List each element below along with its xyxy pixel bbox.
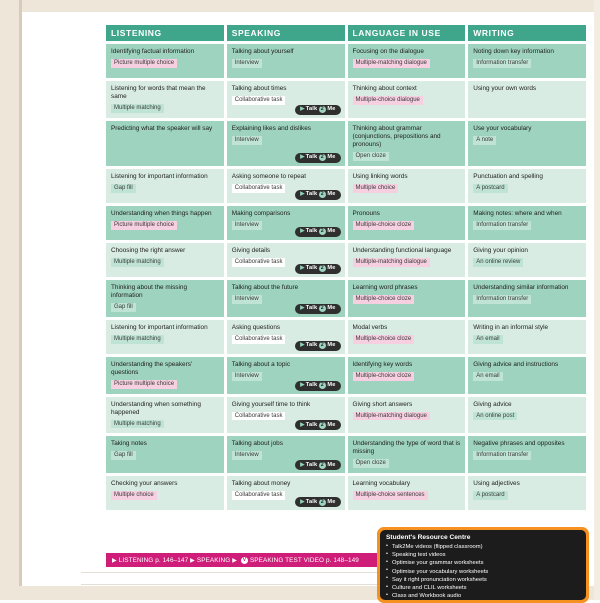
table-cell xyxy=(468,169,586,203)
table-row xyxy=(106,397,586,434)
table-cell xyxy=(468,44,586,78)
talk2me-suffix: Me xyxy=(327,461,336,468)
cell-tag: Multiple matching xyxy=(111,258,164,267)
resource-centre-title: Student's Resource Centre xyxy=(386,534,471,541)
cell-tag: Interview xyxy=(232,451,262,460)
cell-tag: Interview xyxy=(232,59,262,68)
cell-title: Negative phrases and opposites xyxy=(473,440,565,448)
cell-tag: Multiple matching xyxy=(111,104,164,113)
cell-title: Thinking about grammar (conjunctions, prepositions and pronouns) xyxy=(352,124,441,148)
table-cell xyxy=(348,320,466,354)
table-cell xyxy=(227,280,345,317)
table-cell xyxy=(106,397,224,434)
cell-title: Identifying factual information xyxy=(111,48,195,55)
cell-tag: Multiple-choice dialogue xyxy=(353,96,423,105)
column-header-writing: WRITING xyxy=(468,25,586,41)
table-cell xyxy=(348,44,466,78)
cell-tag: Multiple matching xyxy=(111,420,164,429)
resource-list-item: • Culture and CLIL worksheets xyxy=(386,584,580,592)
cell-title: Understanding when things happen xyxy=(111,209,212,217)
syllabus-table xyxy=(103,22,589,513)
play-icon: ▶ xyxy=(300,154,305,161)
cell-title: Modal verbs xyxy=(352,323,388,331)
table-cell xyxy=(106,206,224,240)
resource-list-item: • Speaking test videos xyxy=(386,551,580,559)
table-row xyxy=(106,320,586,354)
talk2me-label: Talk xyxy=(305,228,318,235)
cell-title: Making notes: where and when xyxy=(473,209,562,217)
cell-tag: Multiple-choice cloze xyxy=(353,295,415,304)
table-row xyxy=(106,121,586,166)
cell-title: Understanding similar information xyxy=(473,283,569,291)
cell-tag: An email xyxy=(473,335,502,344)
cell-title: Giving details xyxy=(231,246,271,254)
resource-list-item: • Talk2Me videos (flipped classroom) xyxy=(386,543,580,551)
table-cell xyxy=(348,397,466,434)
table-cell xyxy=(106,357,224,394)
talk2me-badge[interactable] xyxy=(295,341,340,351)
cell-title: Choosing the right answer xyxy=(111,246,186,254)
cell-tag: An online post xyxy=(473,412,517,421)
cell-tag: An online review xyxy=(473,258,523,267)
talk2me-number: 2 xyxy=(319,106,326,113)
cell-tag: Collaborative task xyxy=(232,491,286,500)
cell-tag: Multiple-choice cloze xyxy=(353,335,415,344)
table-cell xyxy=(468,476,586,510)
talk2me-number: 2 xyxy=(319,422,326,429)
talk2me-suffix: Me xyxy=(327,191,336,198)
cell-title: Talking about money xyxy=(231,480,291,488)
table-cell xyxy=(106,280,224,317)
table-cell xyxy=(348,476,466,510)
table-cell xyxy=(468,436,586,473)
play-icon: ▶ xyxy=(300,421,305,428)
table-row xyxy=(106,81,586,118)
cell-title: Asking someone to repeat xyxy=(231,172,306,180)
talk2me-number: 2 xyxy=(319,342,326,349)
table-cell xyxy=(348,436,466,473)
table-cell xyxy=(468,280,586,317)
table-cell xyxy=(348,280,466,317)
cell-tag: Multiple-choice sentences xyxy=(353,491,428,500)
content-sheet xyxy=(25,12,594,600)
cell-tag: Collaborative task xyxy=(232,96,286,105)
cell-tag: Collaborative task xyxy=(232,258,286,267)
resource-centre-inner xyxy=(380,530,586,600)
triangle-icon-2: ▶ xyxy=(190,557,195,564)
play-icon: ▶ xyxy=(300,461,305,468)
resource-list-item: • Optimise your grammar worksheets xyxy=(386,559,580,567)
talk2me-number: 2 xyxy=(319,228,326,235)
table-cell xyxy=(106,81,224,118)
talk2me-badge[interactable] xyxy=(295,420,340,430)
table-cell xyxy=(227,81,345,118)
talk2me-suffix: Me xyxy=(327,265,336,272)
cell-tag: Multiple-matching dialogue xyxy=(353,258,430,267)
cell-tag: Multiple matching xyxy=(111,335,164,344)
talk2me-badge[interactable] xyxy=(295,304,340,314)
column-header-listening: LISTENING xyxy=(106,25,224,41)
table-body xyxy=(106,44,586,510)
cell-title: Checking your answers xyxy=(111,480,178,488)
resource-centre-card xyxy=(377,527,589,603)
cell-title: Giving advice xyxy=(473,400,512,408)
cell-tag: Gap fill xyxy=(111,451,136,460)
talk2me-suffix: Me xyxy=(327,228,336,235)
table-row xyxy=(106,280,586,317)
cell-tag: Multiple-matching dialogue xyxy=(353,59,430,68)
cell-tag: Information transfer xyxy=(473,295,531,304)
table-cell xyxy=(227,320,345,354)
cell-title: Listening for important information xyxy=(111,323,208,331)
column-header-language-in-use: LANGUAGE IN USE xyxy=(348,25,466,41)
talk2me-number: 2 xyxy=(319,382,326,389)
cell-title: Using adjectives xyxy=(473,480,520,488)
talk2me-suffix: Me xyxy=(327,154,336,161)
cell-title: Listening for words that mean the same xyxy=(111,85,206,100)
table-row xyxy=(106,44,586,78)
talk2me-label: Talk xyxy=(305,461,318,468)
table-cell xyxy=(106,476,224,510)
cell-tag: Multiple choice xyxy=(353,184,399,193)
talk2me-badge[interactable] xyxy=(295,227,340,237)
cell-title: Noting down key information xyxy=(473,48,554,55)
table-cell xyxy=(106,44,224,78)
table-cell xyxy=(106,121,224,166)
talk2me-suffix: Me xyxy=(327,382,336,389)
cell-tag: Interview xyxy=(232,221,262,230)
talk2me-number: 2 xyxy=(319,265,326,272)
talk2me-number: 2 xyxy=(319,191,326,198)
talk2me-suffix: Me xyxy=(327,342,336,349)
table-cell xyxy=(348,169,466,203)
talk2me-label: Talk xyxy=(305,342,318,349)
cell-title: Talking about the future xyxy=(231,283,299,291)
cell-title: Understanding functional language xyxy=(352,246,452,254)
cell-title: Focusing on the dialogue xyxy=(352,48,424,55)
cell-title: Thinking about the missing information xyxy=(111,283,188,299)
table-row xyxy=(106,206,586,240)
talk2me-number: 2 xyxy=(319,462,326,469)
cell-tag: Picture multiple choice xyxy=(111,221,177,230)
footer-speaking-label: SPEAKING xyxy=(196,556,231,564)
cell-tag: Multiple-matching dialogue xyxy=(353,412,430,421)
table-cell xyxy=(227,357,345,394)
resource-list-item: • Say it right pronunciation worksheets xyxy=(386,576,580,584)
cell-tag: Gap fill xyxy=(111,184,136,193)
play-icon: ▶ xyxy=(300,382,305,389)
cell-tag: A postcard xyxy=(473,184,507,193)
table-cell xyxy=(106,436,224,473)
play-icon: ▶ xyxy=(300,191,305,198)
cell-tag: A postcard xyxy=(473,491,507,500)
play-icon: ▶ xyxy=(300,228,305,235)
table-cell xyxy=(227,243,345,277)
triangle-icon: ▶ xyxy=(112,557,117,564)
talk2me-badge[interactable] xyxy=(295,264,340,274)
table-cell xyxy=(468,357,586,394)
footer-listening-pages: p. 146–147 xyxy=(155,556,189,564)
cell-title: Using linking words xyxy=(352,172,408,180)
cell-title: Pronouns xyxy=(352,209,380,217)
cell-tag: Multiple choice xyxy=(111,491,157,500)
talk2me-badge[interactable] xyxy=(295,381,340,391)
cell-title: Using your own words xyxy=(473,85,537,92)
play-icon: ▶ xyxy=(300,305,305,312)
table-cell xyxy=(106,169,224,203)
video-badge-icon: V xyxy=(242,556,247,563)
talk2me-suffix: Me xyxy=(327,106,336,113)
table-cell xyxy=(227,476,345,510)
resource-list-item: • Optimise your vocabulary worksheets xyxy=(386,568,580,576)
talk2me-badge[interactable] xyxy=(295,153,340,163)
talk2me-number: 2 xyxy=(319,154,326,161)
table-cell xyxy=(106,320,224,354)
cell-title: Taking notes xyxy=(111,440,147,448)
cell-title: Understanding when something happened xyxy=(111,400,201,416)
talk2me-label: Talk xyxy=(305,191,318,198)
talk2me-label: Talk xyxy=(305,382,318,389)
talk2me-suffix: Me xyxy=(327,421,336,428)
cell-title: Understanding the type of word that is missing xyxy=(352,440,461,456)
cell-tag: Information transfer xyxy=(473,221,531,230)
talk2me-label: Talk xyxy=(305,154,318,161)
cell-tag: A note xyxy=(473,136,496,145)
table-row xyxy=(106,476,586,510)
cell-tag: Information transfer xyxy=(473,451,531,460)
table-cell xyxy=(227,397,345,434)
cell-title: Identifying key words xyxy=(352,360,413,368)
talk2me-badge[interactable] xyxy=(295,460,340,470)
cell-tag: Open cloze xyxy=(353,459,389,468)
cell-title: Giving yourself time to think xyxy=(231,400,311,408)
cell-tag: Picture multiple choice xyxy=(111,59,177,68)
cell-title: Giving short answers xyxy=(352,400,413,408)
table-cell xyxy=(348,121,466,166)
cell-tag: Interview xyxy=(232,295,262,304)
cell-title: Talking about yourself xyxy=(231,48,294,55)
talk2me-label: Talk xyxy=(305,498,318,505)
talk2me-badge[interactable] xyxy=(295,190,340,200)
table-cell xyxy=(348,81,466,118)
table-cell xyxy=(348,357,466,394)
cell-tag: Interview xyxy=(232,372,262,381)
cell-tag: Information transfer xyxy=(473,59,531,68)
play-icon: ▶ xyxy=(300,498,305,505)
cell-title: Listening for important information xyxy=(111,172,208,180)
cell-tag: Collaborative task xyxy=(232,184,286,193)
paper-edge-right xyxy=(594,0,600,600)
table-row xyxy=(106,243,586,277)
table-cell xyxy=(348,206,466,240)
triangle-icon-3: ▶ xyxy=(232,557,237,564)
cell-title: Learning word phrases xyxy=(352,283,418,291)
talk2me-number: 2 xyxy=(319,499,326,506)
cell-tag: Interview xyxy=(232,136,262,145)
play-icon: ▶ xyxy=(300,342,305,349)
table-cell xyxy=(106,243,224,277)
cell-title: Explaining likes and dislikes xyxy=(231,124,311,132)
footer-listening-label: LISTENING xyxy=(118,556,154,564)
talk2me-label: Talk xyxy=(305,421,318,428)
table-cell xyxy=(227,436,345,473)
cell-tag: Picture multiple choice xyxy=(111,380,177,389)
cell-tag: Collaborative task xyxy=(232,335,286,344)
cell-tag: An email xyxy=(473,372,502,381)
cell-tag: Multiple-choice cloze xyxy=(353,372,415,381)
cell-title: Learning vocabulary xyxy=(352,480,411,488)
play-icon: ▶ xyxy=(300,106,305,113)
table-cell xyxy=(227,169,345,203)
cell-tag: Gap fill xyxy=(111,303,136,312)
cell-title: Giving advice and instructions xyxy=(473,360,559,368)
cell-tag: Multiple-choice cloze xyxy=(353,221,415,230)
cell-title: Use your vocabulary xyxy=(473,124,532,132)
resource-list-item: • Class and Workbook audio xyxy=(386,592,580,600)
talk2me-suffix: Me xyxy=(327,498,336,505)
cell-title: Predicting what the speaker will say xyxy=(111,124,213,132)
paper-edge-left xyxy=(0,0,22,600)
table-cell xyxy=(468,81,586,118)
talk2me-suffix: Me xyxy=(327,305,336,312)
footer-speaking-pages: p. 148–149 xyxy=(325,556,359,564)
table-cell xyxy=(468,320,586,354)
cell-title: Making comparisons xyxy=(231,209,291,217)
talk2me-badge[interactable] xyxy=(295,105,340,115)
talk2me-badge[interactable] xyxy=(295,497,340,507)
table-cell xyxy=(468,206,586,240)
play-icon: ▶ xyxy=(300,265,305,272)
paper-edge-top xyxy=(0,0,600,12)
cell-title: Giving your opinion xyxy=(473,246,528,254)
table-header-row xyxy=(106,25,586,41)
cell-title: Talking about a topic xyxy=(231,360,291,368)
cell-tag: Collaborative task xyxy=(232,412,286,421)
column-header-speaking: SPEAKING xyxy=(227,25,345,41)
cell-title: Writing in an informal style xyxy=(473,323,549,331)
table-cell xyxy=(468,121,586,166)
table-cell xyxy=(468,397,586,434)
talk2me-number: 2 xyxy=(319,305,326,312)
talk2me-label: Talk xyxy=(305,265,318,272)
cell-title: Thinking about context xyxy=(352,85,417,92)
table-cell xyxy=(227,206,345,240)
table-row xyxy=(106,169,586,203)
table-cell xyxy=(227,44,345,78)
cell-title: Talking about times xyxy=(231,85,287,92)
talk2me-label: Talk xyxy=(305,305,318,312)
table-cell xyxy=(468,243,586,277)
table-cell xyxy=(227,121,345,166)
cell-title: Punctuation and spelling xyxy=(473,172,543,180)
cell-title: Understanding the speakers' questions xyxy=(111,360,193,376)
table-row xyxy=(106,357,586,394)
footer-speaking-video-label: SPEAKING TEST VIDEO xyxy=(249,556,325,564)
table-cell xyxy=(348,243,466,277)
cell-title: Talking about jobs xyxy=(231,440,283,448)
cell-title: Asking questions xyxy=(231,323,281,331)
cell-tag: Open cloze xyxy=(353,152,389,161)
table-row xyxy=(106,436,586,473)
resource-centre-list xyxy=(386,543,580,601)
talk2me-label: Talk xyxy=(305,106,318,113)
